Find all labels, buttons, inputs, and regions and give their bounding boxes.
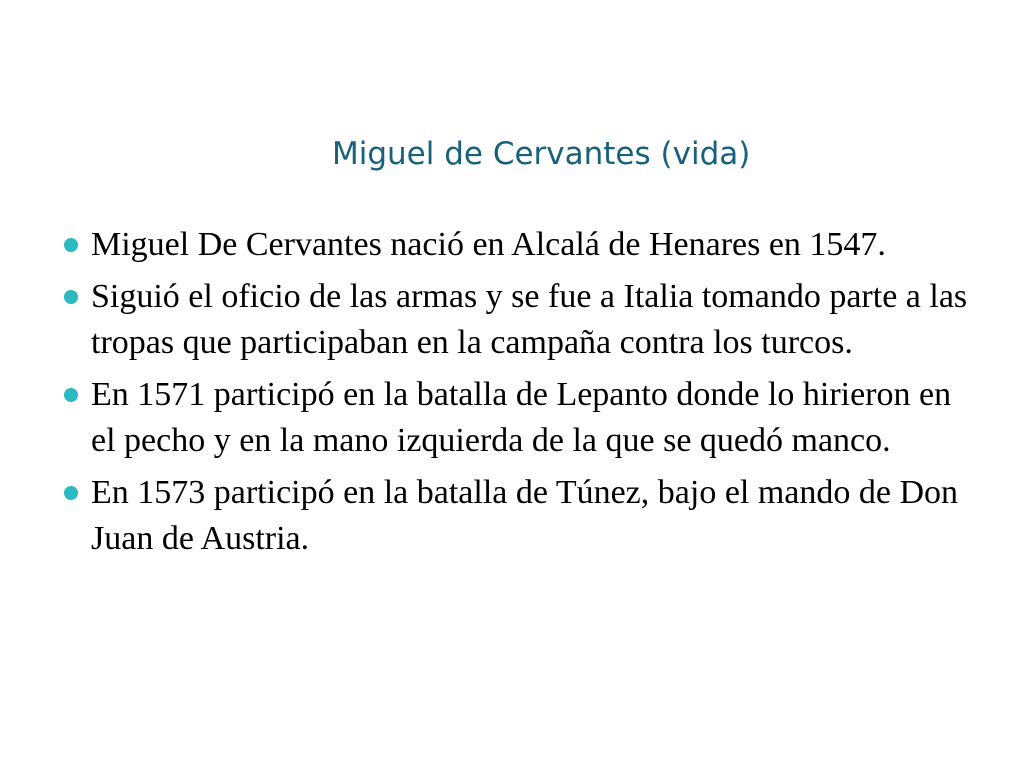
bullet-text: En 1573 participó en la batalla de Túnez, bajo el mando de Don Juan de Austria. bbox=[91, 474, 959, 557]
bullet-dot-icon bbox=[64, 290, 78, 304]
bullet-text: En 1571 participó en la batalla de Lepanto donde lo hirieron en el pecho y en la mano izquierda de la que se quedó manco. bbox=[91, 376, 952, 459]
bullet-text: Siguió el oficio de las armas y se fue a Italia tomando parte a las tropas que participaban en la campaña contra los turcos. bbox=[91, 278, 968, 361]
bullet-dot-icon bbox=[64, 388, 78, 402]
bullet-list bbox=[0, 222, 1024, 568]
bullet-item bbox=[0, 372, 1024, 464]
bullet-item bbox=[0, 222, 1024, 268]
bullet-dot-icon bbox=[64, 486, 78, 500]
bullet-dot-icon bbox=[64, 238, 78, 252]
slide-title: Miguel de Cervantes (vida) bbox=[332, 136, 751, 172]
bullet-text: Miguel De Cervantes nació en Alcalá de Henares en 1547. bbox=[91, 226, 886, 263]
bullet-item bbox=[0, 274, 1024, 366]
bullet-item bbox=[0, 470, 1024, 562]
